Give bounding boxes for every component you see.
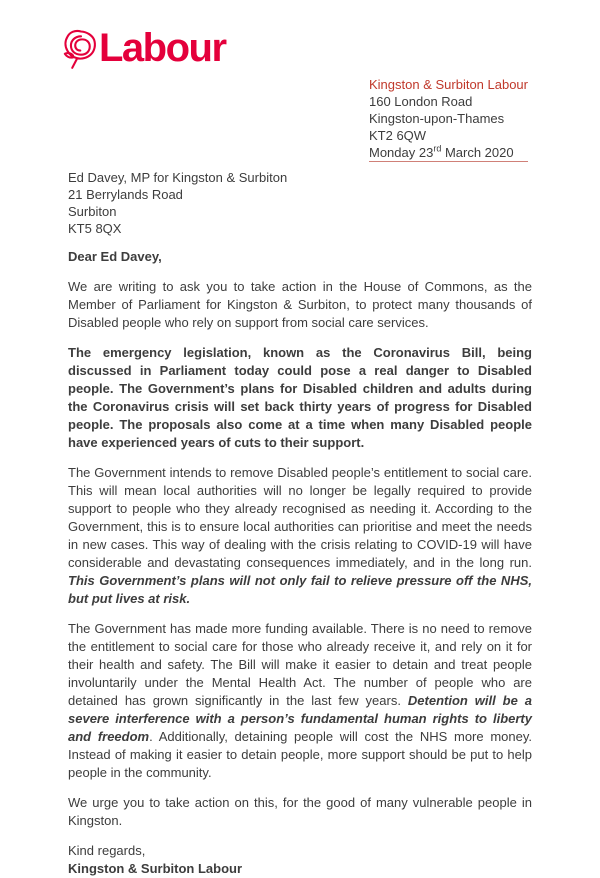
- labour-rose-icon: [60, 27, 102, 71]
- date-ordinal: rd: [433, 143, 442, 154]
- date-underline: [369, 161, 528, 162]
- paragraph: [68, 620, 532, 782]
- date-prefix: Monday 23: [369, 145, 434, 160]
- text-run: Detention will be a severe interference with a person’s fundamental human rights to liberty and freedom: [68, 693, 532, 744]
- text-run: We are writing to ask you to take action in the House of Commons, as the Member of Parliament for Kingston & Surbiton, to protect many thousands of Disabled people who rely on support from social care services.: [68, 279, 532, 330]
- recipient-line: Surbiton: [68, 204, 117, 219]
- paragraph: [68, 794, 532, 830]
- date-suffix: March 2020: [441, 145, 514, 160]
- text-run: This Government’s plans will not only fail to relieve pressure off the NHS, but put lives at risk.: [68, 573, 532, 606]
- recipient-line: Ed Davey, MP for Kingston & Surbiton: [68, 170, 288, 185]
- text-run: The Government has made more funding available. There is no need to remove the entitlement to social care for those who already receive it, and rely on it for their health and safety. The Bill will make it easier to detain and treat people involuntarily under the Mental Health Act. The number of people who are detained has grown significantly in the last few years.: [68, 621, 532, 708]
- greeting: Dear Ed Davey,: [68, 249, 162, 264]
- labour-wordmark: Labour: [99, 26, 226, 70]
- signature: Kingston & Surbiton Labour: [68, 861, 243, 876]
- paragraph: [68, 344, 532, 452]
- sender-address-line: 160 London Road: [369, 94, 473, 109]
- text-run: . Additionally, detaining people will cost the NHS more money. Instead of making it easier to detain people, more support should be put to help people in the community.: [68, 729, 532, 780]
- sender-address-line: KT2 6QW: [369, 128, 427, 143]
- text-run: The Government intends to remove Disabled people’s entitlement to social care. This will mean local authorities will no longer be legally required to provide support to people who they already recognised as needing it. According to the Government, this is to ensure local authorities can prioritise and meet the needs in new cases. This way of dealing with the crisis relating to COVID-19 will have considerable and devastating consequences immediately, and in the long run.: [68, 465, 532, 570]
- labour-logo: [60, 24, 532, 72]
- sender-date: [369, 144, 528, 161]
- signoff: Kind regards,: [68, 843, 146, 858]
- paragraph: [68, 278, 532, 332]
- recipient-line: KT5 8QX: [68, 221, 122, 236]
- sender-block: [369, 76, 528, 168]
- letter-body: [68, 248, 532, 878]
- text-run: We urge you to take action on this, for the good of many vulnerable people in Kingston.: [68, 795, 532, 828]
- text-run: The emergency legislation, known as the Coronavirus Bill, being discussed in Parliament today could pose a real danger to Disabled people. The Government’s plans for Disabled children and adults during the Coronavirus crisis will set back thirty years of progress for Disabled people. The proposals also come at a time when many Disabled people have experienced years of cuts to their support.: [68, 345, 532, 450]
- recipient-block: [68, 169, 532, 237]
- paragraphs-container: [68, 278, 532, 830]
- closing-block: [68, 842, 532, 878]
- sender-org: Kingston & Surbiton Labour: [369, 77, 528, 92]
- recipient-line: 21 Berrylands Road: [68, 187, 183, 202]
- sender-address-line: Kingston-upon-Thames: [369, 111, 505, 126]
- paragraph: [68, 464, 532, 608]
